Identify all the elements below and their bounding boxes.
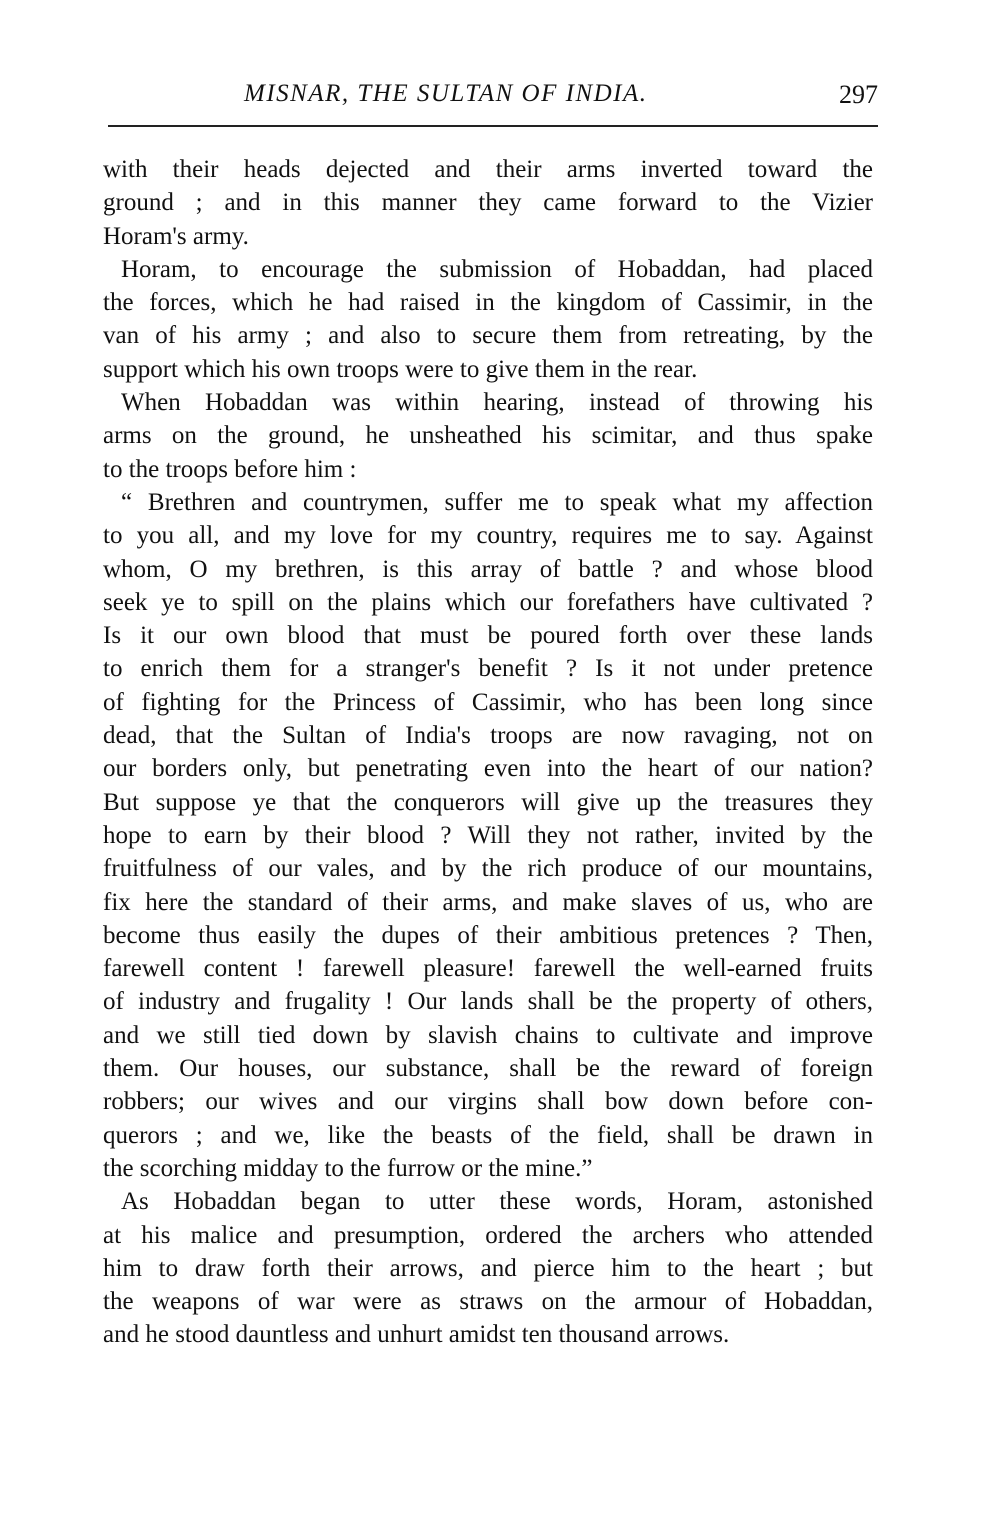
text-line: But suppose ye that the conquerors will give up the treasures they: [103, 788, 873, 816]
page-number: 297: [839, 80, 878, 109]
paragraph: [103, 386, 873, 486]
text-line: arms on the ground, he unsheathed his scimitar, and thus spake: [103, 422, 873, 450]
text-line: the weapons of war were as straws on the armour of Hobaddan,: [103, 1288, 873, 1316]
text-line: seek ye to spill on the plains which our forefathers have cultivated ?: [103, 588, 873, 616]
text-line: to you all, and my love for my country, requires me to say. Against: [103, 522, 873, 550]
page-header: [108, 80, 878, 120]
text-line: with their heads dejected and their arms inverted toward the: [103, 156, 873, 183]
text-line: of fighting for the Princess of Cassimir, who has been long since: [103, 688, 873, 716]
text-line: robbers; our wives and our virgins shall bow down before con-: [103, 1088, 873, 1116]
text-line: of industry and frugality ! Our lands shall be the property of others,: [103, 988, 873, 1016]
text-line: become thus easily the dupes of their ambitious pretences ? Then,: [103, 921, 873, 949]
text-line: Is it our own blood that must be poured forth over these lands: [103, 622, 873, 650]
text-line: whom, O my brethren, is this array of battle ? and whose blood: [103, 555, 873, 583]
paragraph: [103, 253, 873, 386]
paragraph: [103, 153, 873, 253]
text-line: farewell content ! farewell pleasure! farewell the well-earned fruits: [103, 955, 873, 983]
text-line: hope to earn by their blood ? Will they not rather, invited by the: [103, 821, 873, 849]
text-line: the scorching midday to the furrow or the mine.”: [103, 1154, 593, 1182]
text-line: fix here the standard of their arms, and make slaves of us, who are: [103, 888, 873, 916]
text-line: and he stood dauntless and unhurt amidst ten thousand arrows.: [103, 1321, 730, 1349]
text-line: querors ; and we, like the beasts of the field, shall be drawn in: [103, 1121, 873, 1149]
text-line: When Hobaddan was within hearing, instead of throwing his: [121, 389, 873, 417]
header-rule: [108, 125, 878, 127]
text-line: dead, that the Sultan of India's troops are now ravaging, not on: [103, 722, 873, 750]
text-line: Horam's army.: [103, 222, 249, 250]
text-line: fruitfulness of our vales, and by the rich produce of our mountains,: [103, 855, 873, 883]
paragraph: [103, 1185, 873, 1351]
text-line: ground ; and in this manner they came forward to the Vizier: [103, 189, 873, 217]
text-line: Horam, to encourage the submission of Hobaddan, had placed: [121, 255, 873, 283]
text-line: and we still tied down by slavish chains to cultivate and improve: [103, 1021, 873, 1049]
text-line: him to draw forth their arrows, and pierce him to the heart ; but: [103, 1254, 873, 1282]
text-line: the forces, which he had raised in the kingdom of Cassimir, in the: [103, 289, 873, 317]
text-line: van of his army ; and also to secure them from retreating, by the: [103, 322, 873, 350]
text-line: them. Our houses, our substance, shall be the reward of foreign: [103, 1055, 873, 1083]
body-text: [103, 153, 873, 1352]
text-line: As Hobaddan began to utter these words, Horam, astonished: [121, 1188, 873, 1216]
text-line: at his malice and presumption, ordered the archers who attended: [103, 1221, 873, 1249]
text-line: to enrich them for a stranger's benefit ? Is it not under pretence: [103, 655, 873, 683]
text-line: support which his own troops were to give them in the rear.: [103, 355, 698, 383]
running-title: MISNAR, THE SULTAN OF INDIA.: [244, 80, 648, 107]
text-line: our borders only, but penetrating even into the heart of our nation?: [103, 755, 873, 783]
paragraph-speech: [103, 486, 873, 1185]
text-line: “ Brethren and countrymen, suffer me to speak what my affection: [121, 488, 873, 516]
text-line: to the troops before him :: [103, 455, 357, 483]
